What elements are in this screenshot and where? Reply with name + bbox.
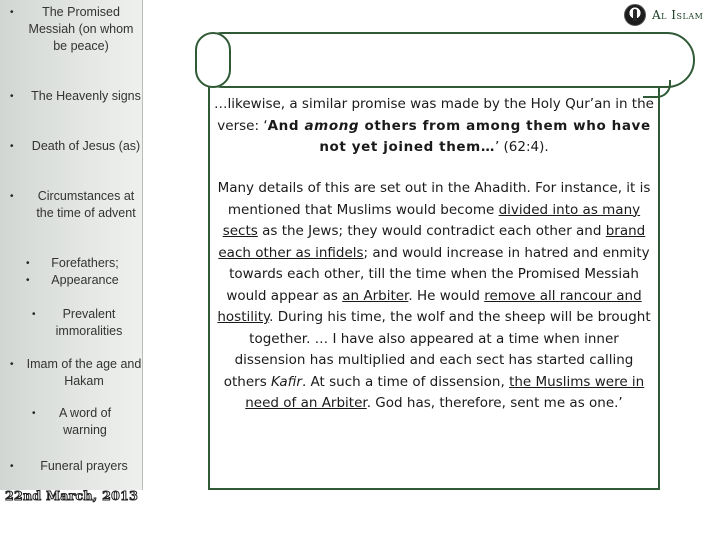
bullet-icon: • xyxy=(10,359,14,370)
text-run: . God has, therefore, sent me as one.’ xyxy=(366,395,623,411)
bullet-icon: • xyxy=(10,7,14,18)
sidebar xyxy=(0,0,143,490)
bullet-icon: • • xyxy=(26,258,30,286)
sidebar-item-word-of-warning[interactable] xyxy=(32,405,126,439)
sidebar-item-heavenly-signs[interactable] xyxy=(10,88,142,105)
text-run: ; and would increase in hatred and enmity towards each other, till the time when the Promised Messiah would appear as xyxy=(226,244,650,304)
quote-paragraph-1 xyxy=(212,94,656,159)
sidebar-item-label: Prevalent immoralities xyxy=(55,307,123,338)
scroll-left-curl xyxy=(195,32,231,88)
verse-text-emphasis: among xyxy=(304,117,360,134)
sidebar-item-circumstances[interactable] xyxy=(10,188,142,222)
bullet-icon: • xyxy=(10,461,14,472)
sidebar-item-label: Imam of the age and Hakam xyxy=(26,357,142,388)
sidebar-item-label: Death of Jesus (as) xyxy=(31,139,141,153)
bullet-icon: • xyxy=(32,309,36,320)
underlined-phrase: remove all rancour and hostility xyxy=(217,287,642,325)
al-islam-logo[interactable] xyxy=(620,2,718,28)
bullet-icon: • xyxy=(10,91,14,102)
italic-term: Kafir xyxy=(271,373,302,390)
sidebar-item-label: The Heavenly signs xyxy=(31,89,141,103)
underlined-phrase: divided into as many sects xyxy=(222,201,641,239)
bullet-icon: • xyxy=(10,191,14,202)
text-run: as the Jews; they would contradict each other and xyxy=(257,223,606,239)
date-label: 22nd March, 2013 xyxy=(5,488,139,503)
sidebar-item-label: Funeral prayers xyxy=(40,459,128,473)
bullet-icon: • xyxy=(32,408,36,419)
text-run: . He would xyxy=(408,287,485,304)
underlined-phrase: the Muslims were in need of an Arbiter xyxy=(245,373,645,411)
verse-text: And xyxy=(267,117,305,134)
logo-text: Al Islam xyxy=(652,8,704,22)
underlined-phrase: brand each other as infidels xyxy=(218,223,646,261)
scroll-top-roll xyxy=(195,32,695,88)
quote-paragraph-2 xyxy=(212,178,656,415)
sidebar-item-immoralities[interactable] xyxy=(32,306,140,340)
sidebar-item-imam-of-age[interactable] xyxy=(10,356,144,390)
bullet-icon: • xyxy=(10,141,14,152)
sidebar-item-label: Forefathers; Appearance xyxy=(51,256,119,287)
sidebar-item-funeral-prayers[interactable] xyxy=(10,458,144,475)
underlined-phrase: an Arbiter xyxy=(342,287,409,304)
sidebar-item-forefathers[interactable] xyxy=(26,255,132,289)
text-run: Many details of this are set out in the Ahadith. For instance, it is mentioned that Muslims would become xyxy=(217,180,651,218)
mosque-emblem-icon xyxy=(624,4,646,26)
sidebar-item-label: Circumstances at the time of advent xyxy=(36,189,136,220)
sidebar-item-death-of-jesus[interactable] xyxy=(10,138,142,155)
text-run: …likewise, a similar promise was made by the Holy Qur’an in the verse: ‘ xyxy=(214,96,654,134)
sidebar-item-promised-messiah[interactable] xyxy=(10,4,140,55)
verse-text: others from among them who have not yet joined them… xyxy=(319,117,651,155)
sidebar-item-label: A word of warning xyxy=(58,406,112,437)
text-run: . At such a time of dissension, xyxy=(301,373,510,390)
text-run: . During his time, the wolf and the sheep will be brought together. … I have also appeared at a time when inner dissension has multiplied and each sect has started calling others xyxy=(223,309,651,390)
verse-reference: ’ (62:4). xyxy=(494,139,549,155)
sidebar-item-label: The Promised Messiah (on whom be peace) xyxy=(28,5,134,53)
